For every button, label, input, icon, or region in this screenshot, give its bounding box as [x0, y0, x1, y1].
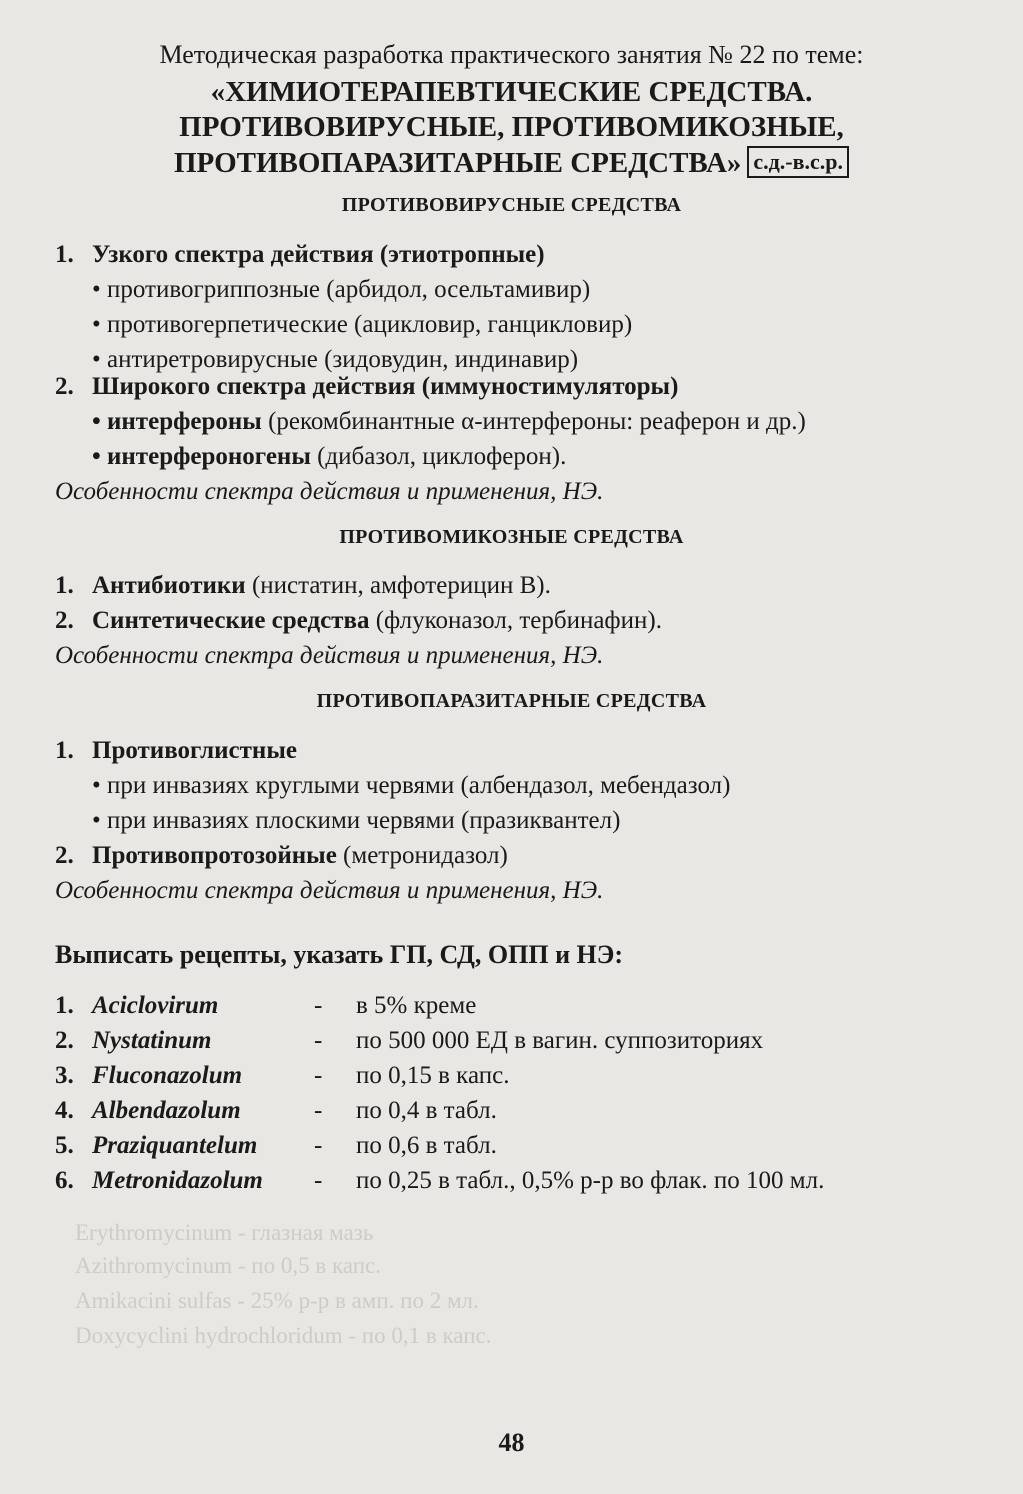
note-text: Особенности спектра действия и применения, НЭ.: [55, 478, 604, 505]
prescription-row: 2. Nystatinum - по 500 000 ЕД в вагин. суппозиториях: [55, 1027, 764, 1054]
bullet-item: • интерфероны (рекомбинантные α-интерфероны: реаферон и др.): [92, 408, 806, 435]
bullet-item: • противогерпетические (ацикловир, ганцикловир): [92, 311, 633, 338]
bullet-item: • противогриппозные (арбидол, осельтамивир): [92, 276, 591, 303]
section-heading-antiparasitic: ПРОТИВОПАРАЗИТАРНЫЕ СРЕДСТВА: [316, 690, 707, 712]
prescription-row: 3. Fluconazolum - по 0,15 в капс.: [55, 1062, 510, 1089]
stamp-label: с.д.-в.с.р.: [747, 146, 849, 178]
section-heading-antifungal: ПРОТИВОМИКОЗНЫЕ СРЕДСТВА: [339, 526, 684, 548]
lesson-intro: Методическая разработка практического занятия № 22 по теме:: [159, 40, 864, 69]
note-text: Особенности спектра действия и применения, НЭ.: [55, 642, 604, 669]
bullet-item: • антиретровирусные (зидовудин, индинавир): [92, 346, 579, 373]
prescription-row: 4. Albendazolum - по 0,4 в табл.: [55, 1097, 497, 1124]
list-item: 2. Противопротозойные (метронидазол): [55, 842, 508, 869]
bleed-line: Amikacini sulfas - 25% р-р в амп. по 2 мл.: [75, 1288, 479, 1313]
list-item: 2. Широкого спектра действия (иммуностимуляторы): [55, 373, 679, 400]
bleed-line: Azithromycinum - по 0,5 в капс.: [75, 1253, 381, 1278]
prescription-row: 1. Aciclovirum - в 5% креме: [55, 992, 477, 1019]
bullet-item: • при инвазиях плоскими червями (празиквантел): [92, 807, 621, 834]
bleed-line: Doxycyclini hydrochloridum - по 0,1 в капс.: [75, 1323, 492, 1348]
title-line-3: ПРОТИВОПАРАЗИТАРНЫЕ СРЕДСТВА» с.д.-в.с.р.: [0, 146, 1023, 180]
bullet-item: • при инвазиях круглыми червями (албендазол, мебендазол): [92, 772, 731, 799]
prescription-row: 6. Metronidazolum - по 0,25 в табл., 0,5% р-р во флак. по 100 мл.: [55, 1167, 825, 1194]
note-text: Особенности спектра действия и применения, НЭ.: [55, 877, 604, 904]
title-line-1: «ХИМИОТЕРАПЕВТИЧЕСКИЕ СРЕДСТВА.: [210, 76, 813, 108]
list-item: 1. Противоглистные: [55, 737, 297, 764]
bullet-item: • интерфероногены (дибазол, циклоферон).: [92, 443, 567, 470]
bleed-line: Erythromycinum - глазная мазь: [75, 1220, 374, 1245]
list-item: 2. Синтетические средства (флуконазол, тербинафин).: [55, 607, 662, 634]
task-heading: Выписать рецепты, указать ГП, СД, ОПП и НЭ:: [55, 940, 624, 969]
list-item: 1. Антибиотики (нистатин, амфотерицин B).: [55, 572, 551, 599]
prescription-row: 5. Praziquantelum - по 0,6 в табл.: [55, 1132, 497, 1159]
list-item: 1. Узкого спектра действия (этиотропные): [55, 241, 545, 268]
title-line-2: ПРОТИВОВИРУСНЫЕ, ПРОТИВОМИКОЗНЫЕ,: [179, 111, 844, 143]
section-heading-antiviral: ПРОТИВОВИРУСНЫЕ СРЕДСТВА: [341, 194, 682, 216]
page-number: 48: [498, 1428, 525, 1457]
